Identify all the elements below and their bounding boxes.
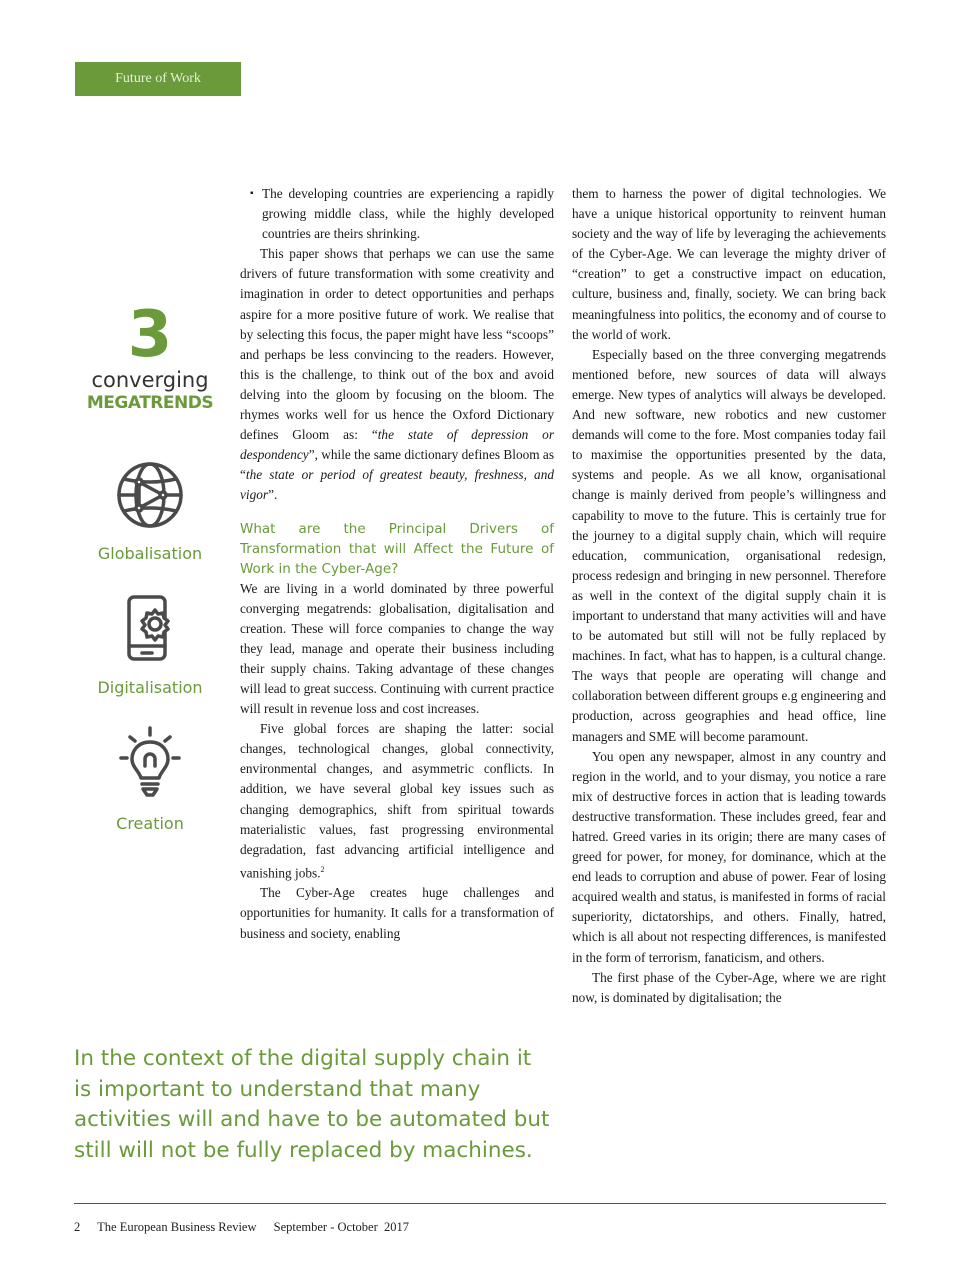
- page-footer: [74, 1220, 423, 1235]
- article-column-2: [572, 184, 886, 1008]
- converging-label: converging: [91, 368, 209, 392]
- gloom-definition: the state of depression or despondency: [240, 427, 554, 463]
- article-column-1: [240, 184, 554, 944]
- megatrend-globalisation: [80, 460, 220, 563]
- megatrend-count: 3: [127, 298, 173, 372]
- paragraph: The first phase of the Cyber-Age, where we are right now, is dominated by digitalisation; the: [572, 969, 886, 1005]
- digitalisation-label: Digitalisation: [97, 678, 203, 697]
- paragraph-text: Five global forces are shaping the latter: social changes, technological changes, global connectivity, environmental changes, and asymmetric conflicts. In addition, we have several global key issues such as changing demographics, shift from spiritual towards materialistic values, fast progressing environmental degradation, fast advancing artificial intelligence and vanishing jobs.: [240, 721, 554, 881]
- paragraph: The Cyber-Age creates huge challenges and opportunities for humanity. It calls for a transformation of business and society, enabling: [240, 885, 554, 941]
- page-number: 2: [74, 1220, 81, 1234]
- globalisation-label: Globalisation: [97, 544, 203, 563]
- paragraph-text: ”.: [268, 487, 278, 503]
- paragraph: We are living in a world dominated by three powerful converging megatrends: globalisation, digitalisation and creation. These will force companies to change the way they lead, manage and operate their business including their supply chains. Taking advantage of these changes will lead to great success. Continuing with current practice will result in revenue loss and cost increases.: [240, 580, 554, 717]
- creation-label: Creation: [116, 814, 184, 833]
- paragraph: [240, 719, 554, 883]
- bullet-text: The developing countries are experiencing a rapidly growing middle class, while the highly developed countries are theirs shrinking.: [262, 186, 554, 242]
- megatrend-digitalisation: [80, 594, 220, 697]
- footnote-reference[interactable]: 2: [320, 864, 325, 874]
- bullet-icon: ▪: [250, 188, 254, 199]
- megatrends-label: MEGATRENDS: [86, 393, 214, 413]
- globe-network-icon: [115, 460, 185, 530]
- lightbulb-icon: [115, 726, 185, 800]
- paragraph: [240, 244, 554, 505]
- paragraph: them to harness the power of digital technologies. We have a unique historical opportunity to reinvent human society and the way of life by leveraging the achievements of the Cyber-Age. We can leverage the mighty driver of “creation” to get a constructive impact on education, culture, business and, finally, society. We can bring back meaningfulness into politics, the economy and of course to the world of work.: [572, 186, 886, 342]
- paragraph: You open any newspaper, almost in any country and region in the world, and to your dismay, you notice a rare mix of destructive forces in action that is leading towards destructive transformation. These includes greed, fear and hatred. Greed varies in its origin; there are many cases of greed for power, for money, for dominance, which at the end leads to corruption and abuse of power. Fear of losing acquired wealth and status, is manifested in forms of racial superiority, dictatorships, and others. Finally, hatred, which is all about not respecting differences, is manifested in the form of terrorism, fanaticism, and others.: [572, 748, 886, 965]
- megatrends-sidebar: [80, 300, 220, 414]
- phone-gear-icon: [120, 594, 180, 664]
- publication-name: The European Business Review: [97, 1220, 257, 1234]
- section-subheading: What are the Principal Drivers of Transformation that will Affect the Future of Work in the Cyber-Age?: [240, 520, 554, 577]
- issue-date: September - October 2017: [273, 1220, 410, 1234]
- paragraph-text: This paper shows that perhaps we can use the same drivers of future transformation with some creativity and imagination in order to detect opportunities and perhaps aspire for a more positive future of work. We realise that by selecting this focus, the paper might have less “scoops” and perhaps be less convincing to the readers. However, this is the challenge, to think out of the box and avoid delving into the gloom by focusing on the bloom. The rhymes works well for us hence the Oxford Dictionary defines Gloom as: “: [240, 246, 554, 443]
- paragraph-text: ”, while the same dictionary defines Bloom as “: [240, 447, 554, 483]
- bullet-item: [250, 184, 554, 244]
- bloom-definition: the state or period of greatest beauty, freshness, and vigor: [240, 467, 554, 503]
- pull-quote: In the context of the digital supply chain it is important to understand that many activities will and have to be automated but still will not be fully replaced by machines.: [74, 1046, 550, 1163]
- footer-divider: [74, 1203, 886, 1204]
- megatrend-creation: [80, 726, 220, 833]
- section-tag: Future of Work: [75, 62, 241, 96]
- paragraph: Especially based on the three converging megatrends mentioned before, new sources of data will always emerge. New types of analytics will always be developed. And new software, new robotics and new customer demands will come to the fore. Most companies today fail to maximise the opportunities presented by the data, systems and people. As we all know, organisational change is mainly derived from people’s willingness and capability to move to the future. This is certainly true for the journey to a digital supply chain, which will require education, communication, organisational redesign, process redesign and bringing in new personnel. Therefore as well in the context of the digital supply chain it is important to understand that many activities will and have to be automated but still will not be fully replaced by machines. In fact, what has to happen, is a cultural change. The ways that people are operating will change and collaboration between different groups e.g engineering and production, across geographies and head office, line managers and SME will become paramount.: [572, 346, 886, 744]
